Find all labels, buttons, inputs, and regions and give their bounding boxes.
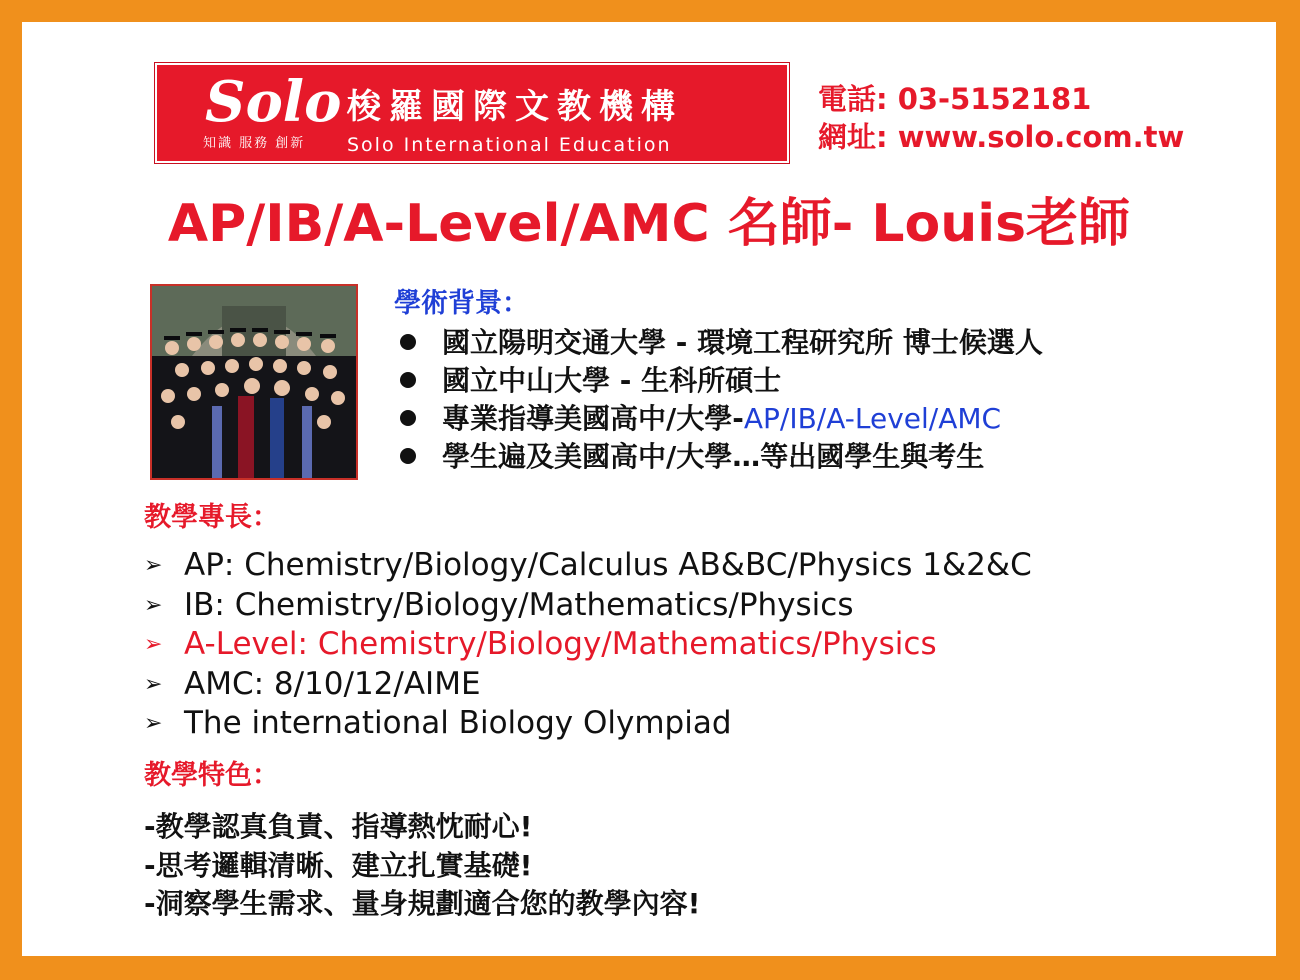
list-item: -思考邏輯清晰、建立扎實基礎! [144,848,533,882]
list-item: ➢ AMC: 8/10/12/AIME [144,665,1032,705]
arrow-bullet-icon: ➢ [144,711,163,736]
features-list [144,808,700,924]
list-item: 國立陽明交通大學 - 環境工程研究所 博士候選人 [394,324,1043,362]
logo-english-name: Solo International Education [347,134,672,156]
list-item: 國立中山大學 - 生科所碩士 [394,362,1043,400]
bullet-icon [400,410,416,426]
contact-info [818,80,1184,156]
contact-website: 網址: www.solo.com.tw [818,120,1185,154]
academic-list [394,324,1043,476]
list-item: ➢ AP: Chemistry/Biology/Calculus AB&BC/Physics 1&2&C [144,546,1032,586]
logo-chinese-name: 梭羅國際文教機構 [347,87,683,127]
list-item: ➢ The international Biology Olympiad [144,704,1032,744]
arrow-bullet-icon: ➢ [144,553,163,578]
bullet-icon [400,334,416,350]
specialties-heading: 教學專長： [144,502,279,533]
flyer-card [22,22,1276,956]
list-item: -教學認真負責、指導熱忱耐心! [144,810,533,843]
bullet-icon [400,448,416,464]
specialties-list [144,546,1032,744]
contact-phone: 電話: 03-5152181 [818,82,1092,116]
list-item: 專業指導美國高中/大學-AP/IB/A-Level/AMC [394,400,1043,438]
arrow-bullet-icon: ➢ [144,671,163,697]
list-item: 學生遍及美國高中/大學…等出國學生與考生 [394,438,1043,476]
list-item: ➢ IB: Chemistry/Biology/Mathematics/Physics [144,586,1032,626]
arrow-bullet-icon: ➢ [144,632,163,657]
page-title: AP/IB/A-Level/AMC 名師- Louis老師 [167,194,1131,254]
arrow-bullet-icon: ➢ [144,592,163,618]
bullet-icon [400,372,416,388]
academic-heading: 學術背景： [394,288,529,319]
graduation-photo [150,284,358,480]
logo-motto: 知識 服務 創新 [203,136,306,151]
list-item: ➢ A-Level: Chemistry/Biology/Mathematics/Physics [144,625,1032,665]
list-item: -洞察學生需求、量身規劃適合您的教學內容! [144,887,701,920]
features-heading: 教學特色： [144,760,279,791]
logo-brand: Solo [205,69,342,135]
solo-logo [155,63,789,163]
